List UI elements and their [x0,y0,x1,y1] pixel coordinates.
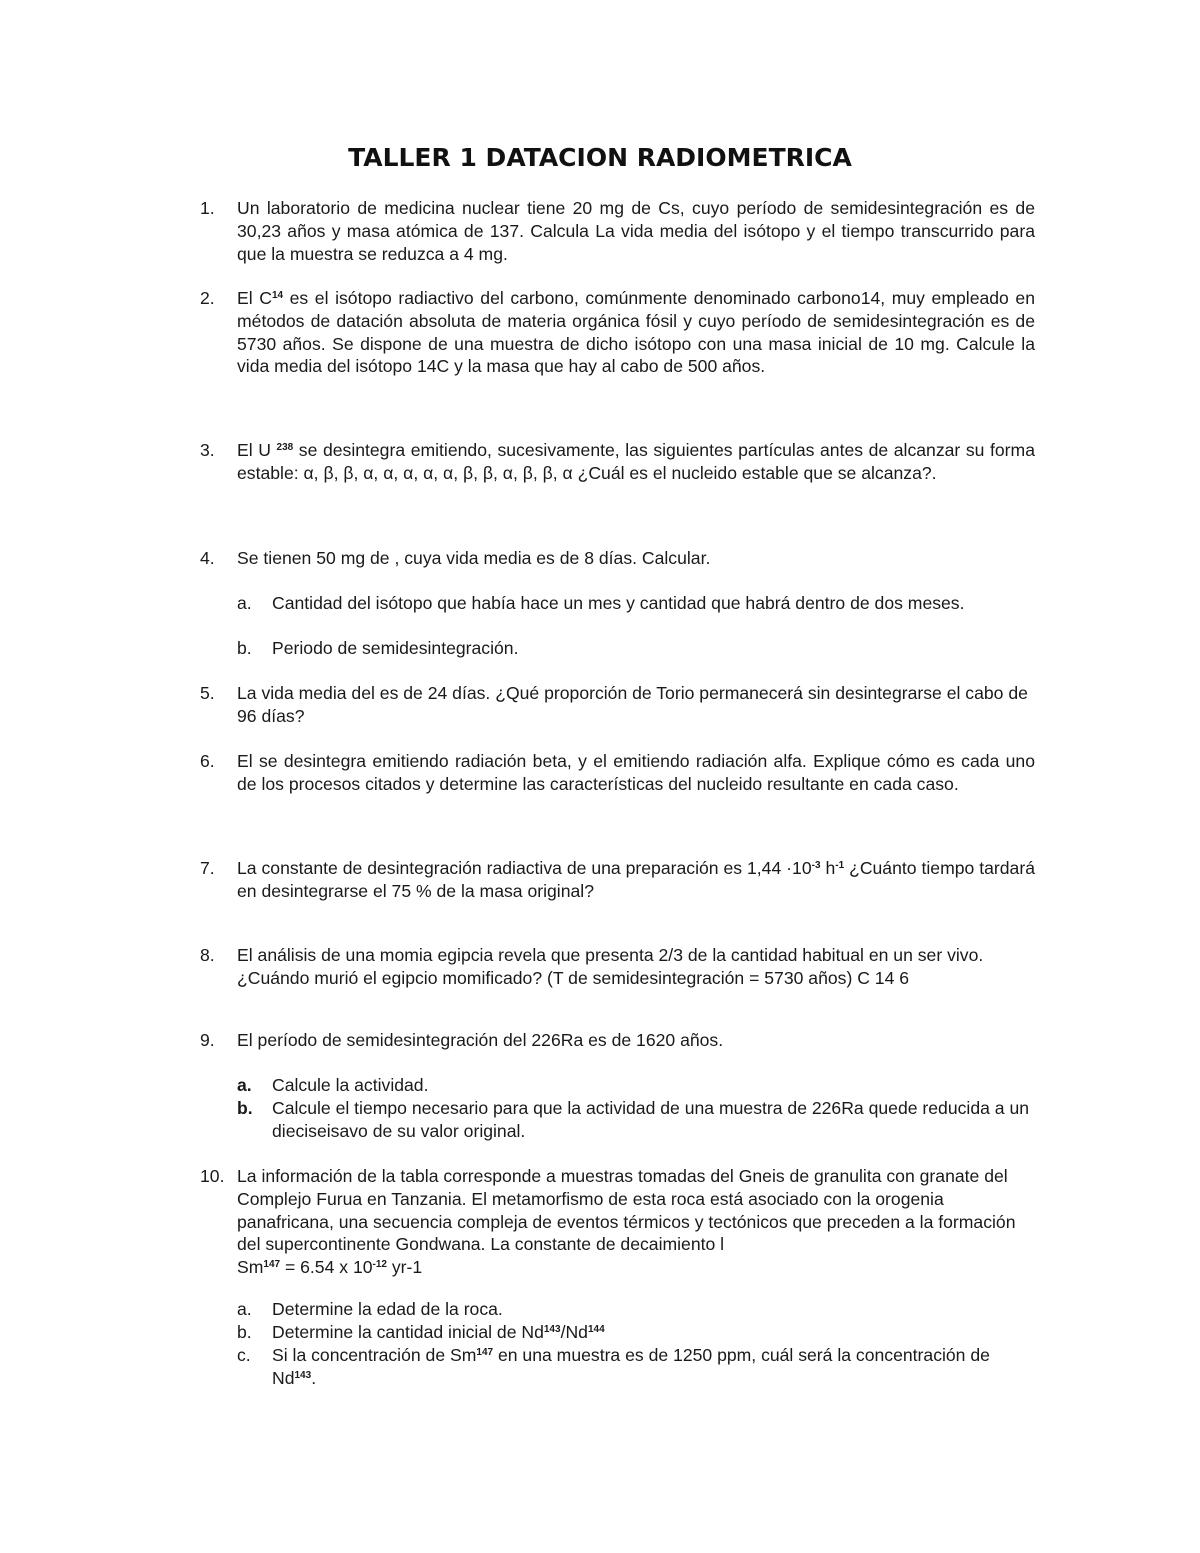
decay-constant-line [237,1256,1035,1279]
item-text: Periodo de semidesintegración. [272,638,519,658]
superscript: 143 [543,1324,561,1335]
item-text-part: Determine la cantidad inicial de Nd [272,1322,544,1342]
item-label: b. [237,1322,252,1342]
question-text-part: ¿Cuánto tiempo tardará en desintegrarse el 75 % de la masa original? [237,858,1035,901]
question-text-part: se desintegra emitiendo, sucesivamente, las siguientes partículas antes de alcanzar su forma estable: α, β, β, α, α, α, α, α, β, β, α, β, β, α ¿Cuál es el nucleido estable que se alcanza?. [237,440,1035,483]
question-number: 8. [200,945,215,965]
question-text-part: La constante de desintegración radiactiva de una preparación es 1,44 ·10 [237,858,812,878]
question-7 [200,857,1035,903]
question-number: 3. [200,440,215,460]
question-9-item-b [237,1097,1037,1143]
question-8 [200,944,1035,990]
question-10 [200,1165,1035,1279]
question-1 [200,197,1035,265]
question-text-part: El C [237,288,272,308]
question-text [237,1165,1035,1279]
question-9-item-a [237,1074,1037,1097]
question-text-part: = 6.54 x 10 [280,1257,373,1278]
question-6 [200,750,1035,796]
question-4-item-b [237,637,1037,660]
superscript: -1 [835,860,845,871]
superscript: 143 [294,1369,312,1381]
question-10-item-b [237,1321,1037,1344]
question-9 [200,1029,1035,1052]
question-text-part: Sm [237,1257,264,1278]
question-text [237,439,1035,485]
question-number: 2. [200,288,215,308]
item-text-part: /Nd [560,1322,588,1342]
question-number: 4. [200,548,215,568]
item-label: a. [237,1075,252,1095]
item-label: a. [237,1299,252,1319]
item-text-part: Si la concentración de Sm [272,1345,477,1365]
item-text-part: en una muestra es de 1250 ppm, cuál será la concentración de Nd [272,1345,990,1388]
question-text: El análisis de una momia egipcia revela que presenta 2/3 de la cantidad habitual en un ser vivo. ¿Cuándo murió el egipcio momificado? (T de semidesintegración = 5730 años) C 14 6 [237,945,984,988]
item-label: c. [237,1345,251,1365]
question-text: La vida media del es de 24 días. ¿Qué proporción de Torio permanecerá sin desintegrarse el cabo de 96 días? [237,683,1028,726]
question-number: 1. [200,198,215,218]
item-text [272,1321,1037,1344]
question-text: Un laboratorio de medicina nuclear tiene 20 mg de Cs, cuyo período de semidesintegración es de 30,23 años y masa atómica de 137. Calcula La vida media del isótopo y el tiempo transcurrido para que la muestra se reduzca a 4 mg. [237,198,1035,264]
superscript: 144 [587,1324,605,1335]
superscript: 147 [476,1347,494,1358]
item-label: b. [237,638,252,658]
item-label: a. [237,593,252,613]
question-number: 9. [200,1030,215,1050]
superscript: 147 [263,1259,281,1271]
question-4 [200,547,1035,570]
item-label: b. [237,1098,253,1118]
superscript: 238 [276,442,294,453]
question-4-item-a [237,592,1037,615]
question-number: 5. [200,683,215,703]
question-text [237,287,1035,378]
superscript: 14 [271,290,284,301]
question-number: 7. [200,858,215,878]
question-10-item-c [237,1344,1037,1390]
question-text-part: es el isótopo radiactivo del carbono, comúnmente denominado carbono14, muy empleado en métodos de datación absoluta de materia orgánica fósil y cuyo período de semidesintegración es de 5730 años. Se dispone de una muestra de dicho isótopo con una masa inicial de 10 mg. Calcule la vida media del isótopo 14C y la masa que hay al cabo de 500 años. [237,288,1035,377]
question-text-part: yr-1 [386,1257,423,1278]
question-text-part: h [820,858,836,878]
item-text: Determine la edad de la roca. [272,1299,503,1319]
question-text: El se desintegra emitiendo radiación beta, y el emitiendo radiación alfa. Explique cómo es cada uno de los procesos citados y determine las características del nucleido resultante en cada caso. [237,751,1035,794]
superscript: -3 [811,860,821,871]
superscript: -12 [372,1259,387,1271]
item-text: Cantidad del isótopo que había hace un mes y cantidad que habrá dentro de dos meses. [272,593,965,613]
question-number: 6. [200,751,215,771]
document-title: TALLER 1 DATACION RADIOMETRICA [348,143,852,172]
question-3 [200,439,1035,485]
item-text: Calcule el tiempo necesario para que la actividad de una muestra de 226Ra quede reducida a un dieciseisavo de su valor original. [272,1098,1030,1141]
question-number: 10. [200,1166,225,1186]
question-text-part: El U [237,440,277,460]
question-text: Se tienen 50 mg de , cuya vida media es de 8 días. Calcular. [237,548,711,568]
item-text [272,1344,1037,1390]
question-2 [200,287,1035,378]
question-10-item-a [237,1298,1037,1321]
question-text [237,857,1035,903]
item-text: Calcule la actividad. [272,1075,429,1095]
question-5 [200,682,1035,728]
question-text: El período de semidesintegración del 226Ra es de 1620 años. [237,1030,724,1050]
item-text-part: . [311,1367,317,1388]
question-text-part: La información de la tabla corresponde a muestras tomadas del Gneis de granulita con granate del Complejo Furua en Tanzania. El metamorfismo de esta roca está asociado con la orogenia panafricana, una secuencia compleja de eventos térmicos y tectónicos que preceden a la formación del supercontinente Gondwana. La constante de decaimiento l [237,1166,1016,1255]
